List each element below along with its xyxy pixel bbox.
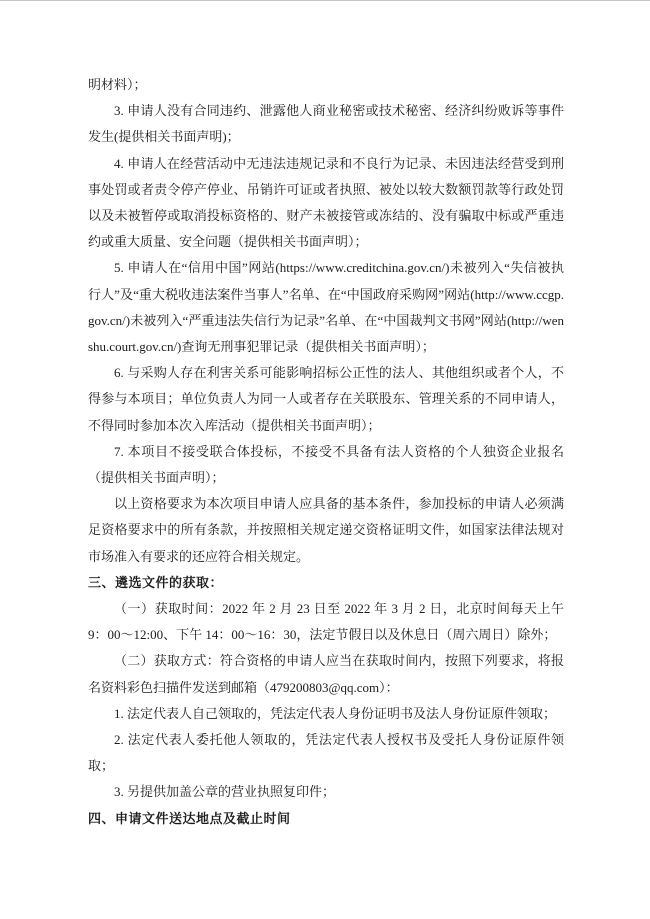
page-top-border	[0, 0, 650, 1]
para-continuation: 明材料）；	[88, 77, 147, 92]
para-clause-7: 7. 本项目不接受联合体投标，不接受不具备有法人资格的个人独资企业报名（提供相关书面声明）；	[88, 443, 564, 486]
para-clause-5: 5. 申请人在“信用中国”网站(https://www.creditchina.gov.cn/)未被列入“失信被执行人”及“重大税收违法案件当事人”名单、在“中国政府采购网”网站(http://www.ccgp.gov.cn/)未被列入“严重违法失信行为记录”名单、在“中国裁判文书网”网站(http://wenshu.court.gov.cn/)查询无刑事犯罪记录（提供相关书面声明）；	[88, 260, 564, 355]
para-qualification-summary: 以上资格要求为本次项目申请人应具备的基本条件，参加投标的申请人必须满足资格要求中的所有条款，并按照相关规定递交资格证明文件，如国家法律法规对市场准入有要求的还应符合相关规定。	[88, 496, 564, 564]
para-acquire-method: （二）获取方式：符合资格的申请人应当在获取时间内，按照下列要求，将报名资料彩色扫描件发送到邮箱（479200803@qq.com）：	[88, 653, 564, 695]
para-clause-3: 3. 申请人没有合同违约、泄露他人商业秘密或技术秘密、经济纠纷败诉等事件发生(提供相关书面声明)；	[88, 103, 564, 145]
para-method-item-3: 3. 另提供加盖公章的营业执照复印件；	[114, 784, 336, 800]
section-heading-4: 四、申请文件送达地点及截止时间	[88, 810, 291, 826]
section-heading-3: 三、遴选文件的获取：	[88, 574, 224, 590]
para-method-item-1: 1. 法定代表人自己领取的，凭法定代表人身份证明书及法人身份证原件领取；	[114, 705, 557, 721]
para-method-item-2: 2. 法定代表人委托他人领取的，凭法定代表人授权书及受托人身份证原件领取；	[88, 732, 564, 774]
para-clause-6: 6. 与采购人存在利害关系可能影响招标公正性的法人、其他组织或者个人，不得参与本项目；单位负责人为同一人或者存在关联股东、管理关系的不同申请人，不得同时参加本次入库活动（提供相关书面声明）；	[88, 365, 564, 433]
para-clause-4: 4. 申请人在经营活动中无违法违规记录和不良行为记录、未因违法经营受到刑事处罚或者责令停产停业、吊销许可证或者执照、被处以较大数额罚款等行政处罚以及未被暂停或取消投标资格的、财产未被接管或冻结的、没有骗取中标或严重违约或重大质量、安全问题（提供相关书面声明）；	[88, 155, 564, 250]
para-acquire-time: （一）获取时间：2022 年 2 月 23 日至 2022 年 3 月 2 日，北京时间每天上午 9：00～12:00、下午 14：00～16：30，法定节假日以及休息日（周六周日）除外；	[88, 601, 564, 643]
